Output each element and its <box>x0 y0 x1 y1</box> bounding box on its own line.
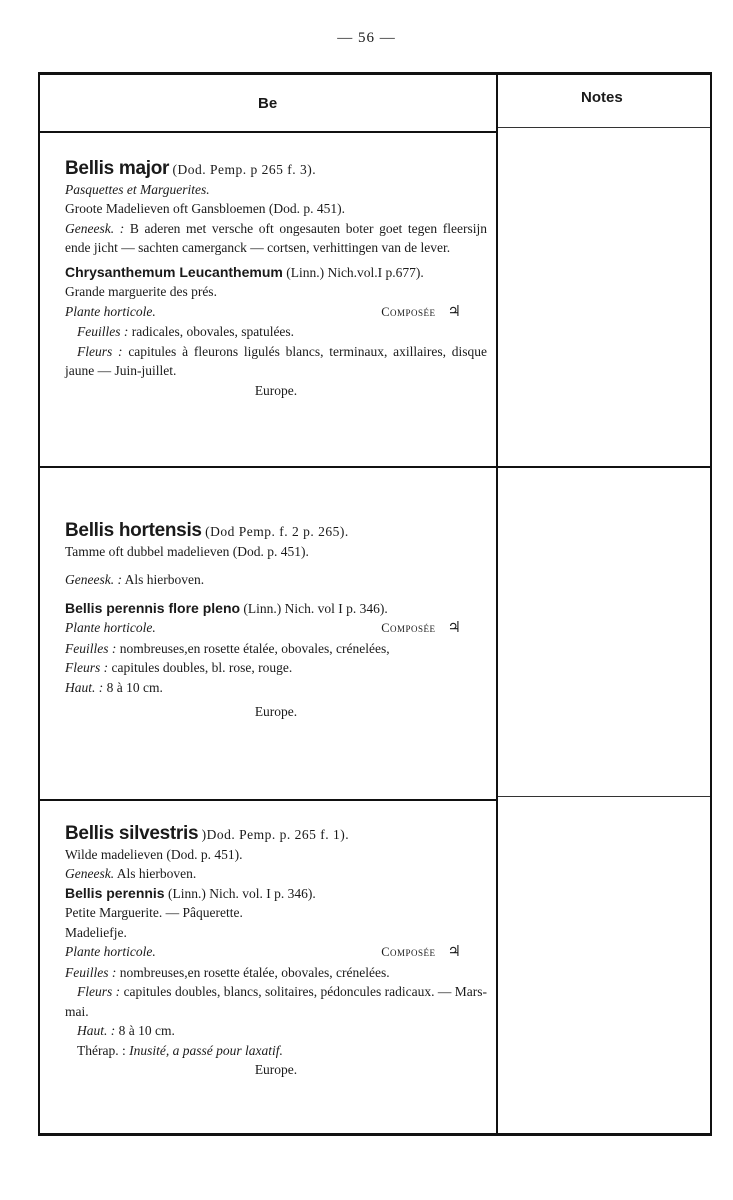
entry-therap <box>65 1041 487 1061</box>
entry-leaves <box>65 639 487 659</box>
entry-flowers <box>65 982 487 1021</box>
entry-geneesk <box>65 864 487 884</box>
entry-region: Europe. <box>254 382 298 398</box>
family-group <box>381 302 461 323</box>
geneesk-text: Als hierboven. <box>124 572 205 587</box>
entry-title: Bellis silvestris <box>65 823 199 844</box>
row-divider-1 <box>40 466 710 468</box>
entry-bellis-silvestris <box>65 824 487 1080</box>
entry-region: Europe. <box>254 704 298 719</box>
header-rule-right <box>498 127 710 128</box>
linnaean-ref: (Linn.) Nich. vol. I p. 346). <box>167 885 316 901</box>
leaves-label: Feuilles : <box>65 964 117 980</box>
entry-leaves <box>65 963 487 983</box>
entry-geneesk <box>65 219 487 258</box>
entry-linnaean <box>65 884 487 904</box>
entry-title-ref: (Dod. Pemp. p 265 f. 3). <box>172 162 317 177</box>
perennial-symbol-icon: ♃ <box>447 303 461 320</box>
header-rule-left <box>40 131 496 133</box>
entry-plant-type-row <box>65 302 487 323</box>
leaves-text: radicales, obovales, spatulées. <box>131 324 295 339</box>
leaves-text: nombreuses,en rosette étalée, obovales, crénelées, <box>119 640 390 656</box>
entry-title-line <box>65 824 487 845</box>
column-header-left: Be <box>258 95 278 112</box>
therap-label: Thérap. : <box>77 1042 126 1058</box>
linnaean-ref: (Linn.) Nich. vol I p. 346). <box>243 600 388 616</box>
flowers-text: capitules doubles, blancs, solitaires, pédoncules radicaux. — Mars-mai. <box>65 984 488 1019</box>
row-divider-2-left <box>40 799 496 801</box>
plant-type: Plante horticole. <box>65 303 156 319</box>
height-text: 8 à 10 cm. <box>118 1023 175 1038</box>
geneesk-text: Als hierboven. <box>116 866 197 881</box>
entry-flowers <box>65 342 487 381</box>
flowers-text: capitules doubles, bl. rose, rouge. <box>111 660 293 675</box>
entry-title-line <box>65 159 487 180</box>
entry-height <box>65 1021 487 1041</box>
plant-type: Plante horticole. <box>65 944 156 959</box>
linnaean-ref: (Linn.) Nich.vol.I p.677). <box>286 264 424 280</box>
geneesk-label: Geneesk. <box>65 866 115 881</box>
entry-height <box>65 678 487 698</box>
column-header-notes: Notes <box>581 89 623 106</box>
entry-dutch-name: Tamme oft dubbel madelieven (Dod. p. 451). <box>65 543 309 559</box>
entry-dutch-name: Groote Madelieven oft Gansbloemen (Dod. p. 451). <box>65 201 346 216</box>
entry-bellis-hortensis <box>65 521 487 722</box>
family-group <box>381 942 461 963</box>
height-label: Haut. : <box>77 1023 116 1038</box>
height-text: 8 à 10 cm. <box>106 679 163 695</box>
entry-other-name: Madeliefje. <box>65 924 127 940</box>
entry-plant-type-row <box>65 942 487 963</box>
perennial-symbol-icon: ♃ <box>447 620 461 636</box>
entry-region: Europe. <box>254 1062 298 1077</box>
geneesk-label: Geneesk. : <box>65 220 125 236</box>
entry-linnaean <box>65 263 487 283</box>
entry-dutch-name: Wilde madelieven (Dod. p. 451). <box>65 846 243 862</box>
flowers-label: Fleurs : <box>77 984 121 999</box>
entry-synonym: Pasquettes et Marguerites. <box>65 181 210 197</box>
geneesk-text: B aderen met versche oft ongesauten boter goet tegen fleersijn ende jicht — sachten camerganck — cortsen, verhittingen van de lever. <box>65 220 488 255</box>
entry-flowers <box>65 658 487 678</box>
page-number: — 56 — <box>337 30 396 46</box>
family-label: Composée <box>381 621 436 635</box>
leaves-label: Feuilles : <box>77 324 129 339</box>
flowers-label: Fleurs : <box>77 343 123 359</box>
entry-french-name: Petite Marguerite. — Pâquerette. <box>65 905 243 920</box>
leaves-label: Feuilles : <box>65 640 117 656</box>
column-divider <box>496 72 498 1136</box>
entry-title-line <box>65 521 487 542</box>
family-group <box>381 618 461 639</box>
entry-title-ref: )Dod. Pemp. p. 265 f. 1). <box>201 827 350 842</box>
height-label: Haut. : <box>65 679 104 695</box>
therap-text: Inusité, a passé pour laxatif. <box>129 1042 283 1058</box>
entry-linnaean <box>65 599 487 619</box>
family-label: Composée <box>381 945 436 959</box>
entry-leaves <box>65 322 487 342</box>
row-divider-2-right <box>498 796 710 797</box>
entry-plant-type-row <box>65 618 487 639</box>
entry-bellis-major <box>65 159 487 400</box>
entry-title-ref: (Dod Pemp. f. 2 p. 265). <box>205 524 349 539</box>
linnaean-name: Bellis perennis <box>65 884 165 901</box>
perennial-symbol-icon: ♃ <box>447 944 461 960</box>
entry-geneesk <box>65 570 487 590</box>
entry-french-name: Grande marguerite des prés. <box>65 284 217 299</box>
entry-title: Bellis hortensis <box>65 520 202 541</box>
linnaean-name: Bellis perennis flore pleno <box>65 599 241 616</box>
plant-type: Plante horticole. <box>65 620 156 635</box>
leaves-text: nombreuses,en rosette étalée, obovales, crénelées. <box>119 964 390 980</box>
flowers-label: Fleurs : <box>65 660 109 675</box>
geneesk-label: Geneesk. : <box>65 572 122 587</box>
entry-title: Bellis major <box>65 158 170 179</box>
linnaean-name: Chrysanthemum Leucanthemum <box>65 263 283 280</box>
flowers-text: capitules à fleurons ligulés blancs, terminaux, axillaires, disque jaune — Juin-juillet. <box>65 343 488 378</box>
family-label: Composée <box>381 304 436 319</box>
